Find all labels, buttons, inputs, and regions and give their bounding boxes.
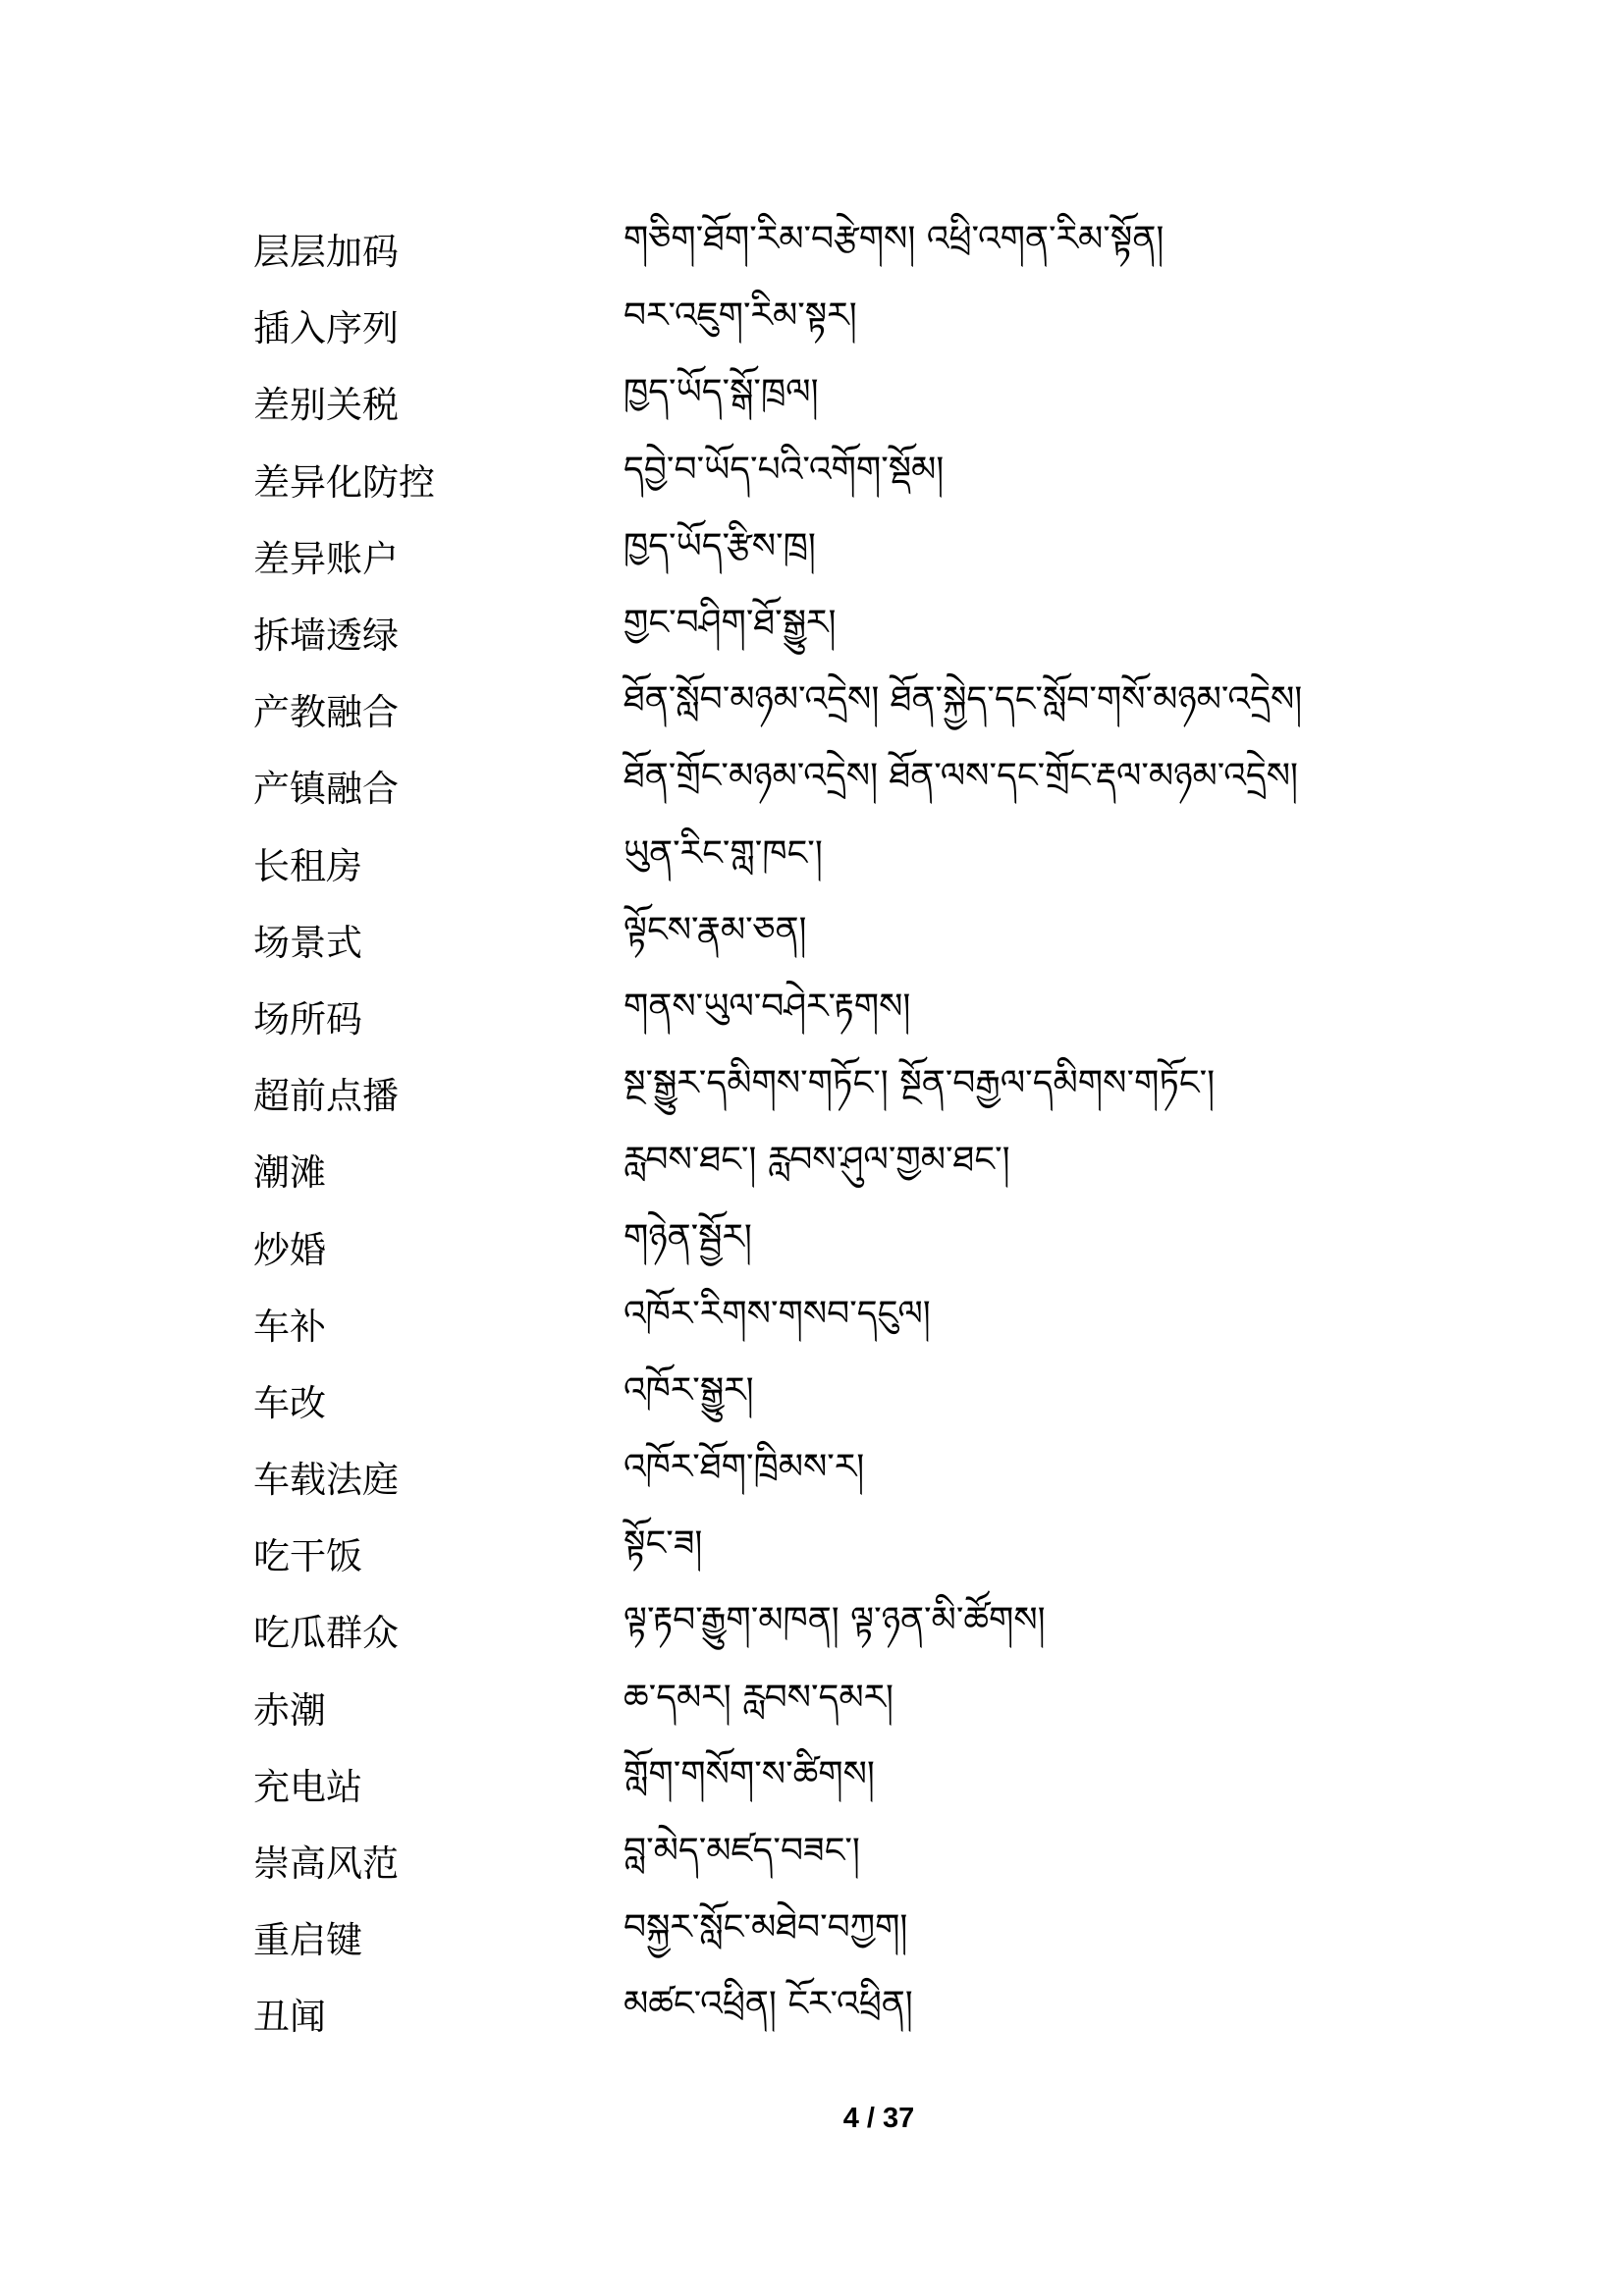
tibetan-translation: ཁྱད་ཡོད་སྒོ་ཁྲལ།	[623, 372, 819, 413]
chinese-term: 吃瓜群众	[253, 1612, 399, 1655]
chinese-term: 长租房	[253, 844, 362, 887]
tibetan-translation: མཚང་འཕྲིན། ངོར་འཕྲིན།	[623, 1984, 913, 2025]
chinese-term: 拆墙透绿	[253, 614, 399, 658]
glossary-row	[253, 1438, 1432, 1515]
glossary-row	[253, 1285, 1432, 1362]
chinese-term: 赤潮	[253, 1688, 326, 1732]
chinese-term: 充电站	[253, 1765, 362, 1808]
tibetan-translation: གྱང་བཤིག་ཐོ་སྒྱུར།	[623, 603, 837, 644]
tibetan-translation: ཡུན་རིང་གླ་ཁང་།	[623, 832, 823, 874]
tibetan-translation: གཅིག་ཐོག་རིམ་བརྩེགས། འཕྲི་འགན་རིམ་སྟོན།	[623, 219, 1164, 260]
chinese-term: 差别关税	[253, 384, 399, 427]
tibetan-translation: གཉེན་སྦྱོར།	[623, 1216, 752, 1257]
glossary-row	[253, 287, 1432, 363]
tibetan-translation: སྔ་སྒྱུར་དམིགས་གཏོང་། སྔོན་བརྒྱལ་དམིགས་གཏོང་།	[623, 1063, 1216, 1104]
tibetan-translation: ཆ་དམར། རླབས་དམར།	[623, 1677, 894, 1718]
tibetan-translation: འཁོར་རིགས་གསབ་དངུལ།	[623, 1293, 931, 1334]
glossary-row	[253, 747, 1432, 824]
chinese-term: 炒婚	[253, 1228, 326, 1271]
chinese-term: 潮滩	[253, 1151, 326, 1195]
tibetan-translation: རླབས་ཐང་། རླབས་ཤུལ་གྱམ་ཐང་།	[623, 1140, 1010, 1181]
glossary-row	[253, 1975, 1432, 2052]
tibetan-translation: བསྐྱར་སློང་མཐེབ་བཀྱག།	[623, 1907, 908, 1949]
chinese-term: 场景式	[253, 921, 362, 964]
tibetan-translation: བླ་མེད་མཛད་བཟང་།	[623, 1831, 860, 1872]
chinese-term: 插入序列	[253, 307, 399, 350]
tibetan-translation: དབྱེ་བ་ཡོད་པའི་འགོག་སྡོམ།	[623, 449, 945, 490]
chinese-term: 重启键	[253, 1919, 362, 1962]
tibetan-translation: འཁོར་སྒྱུར།	[623, 1369, 754, 1411]
tibetan-translation: སྟོང་ཟ།	[623, 1523, 703, 1565]
tibetan-translation: བར་འཇུག་རིམ་སྟར།	[623, 295, 857, 337]
tibetan-translation: འཁོར་ཐོག་ཁྲིམས་ར།	[623, 1447, 865, 1488]
chinese-term: 车改	[253, 1381, 326, 1424]
chinese-term: 场所码	[253, 997, 362, 1041]
tibetan-translation: ལྟ་རྟབ་རྒྱུག་མཁན། ལྟ་ཉན་མི་ཚོགས།	[623, 1600, 1046, 1641]
glossary-table	[253, 210, 1432, 2053]
chinese-term: 车载法庭	[253, 1459, 399, 1502]
tibetan-translation: ཁྱད་ཡོད་རྩིས་ཁྲ།	[623, 525, 816, 566]
chinese-term: 层层加码	[253, 231, 399, 274]
tibetan-translation: གནས་ཡུལ་བཤེར་རྟགས།	[623, 986, 911, 1027]
tibetan-translation: གློག་གསོག་ས་ཚིགས།	[623, 1753, 875, 1794]
chinese-term: 崇高风范	[253, 1842, 399, 1886]
chinese-term: 丑闻	[253, 1996, 326, 2039]
glossary-row	[253, 1131, 1432, 1207]
tibetan-translation: ལྟོངས་རྣམ་ཅན།	[623, 909, 807, 950]
chinese-term: 超前点播	[253, 1075, 399, 1118]
chinese-term: 差异化防控	[253, 460, 435, 504]
chinese-term: 产镇融合	[253, 768, 399, 811]
glossary-row	[253, 441, 1432, 517]
chinese-term: 车补	[253, 1305, 326, 1348]
chinese-term: 产教融合	[253, 691, 399, 734]
tibetan-translation: ཐོན་སློབ་མཉམ་འདྲེས། ཐོན་སྐྱེད་དང་སློབ་གསོ་མཉམ་འདྲེས།	[623, 679, 1303, 721]
chinese-term: 吃干饭	[253, 1535, 362, 1578]
tibetan-translation: ཐོན་གྲོང་མཉམ་འདྲེས། ཐོན་ལས་དང་གྲོང་རྡལ་མཉམ་འདྲེས།	[623, 756, 1299, 797]
page-number: 4 / 37	[842, 2103, 915, 2134]
chinese-term: 差异账户	[253, 537, 399, 580]
